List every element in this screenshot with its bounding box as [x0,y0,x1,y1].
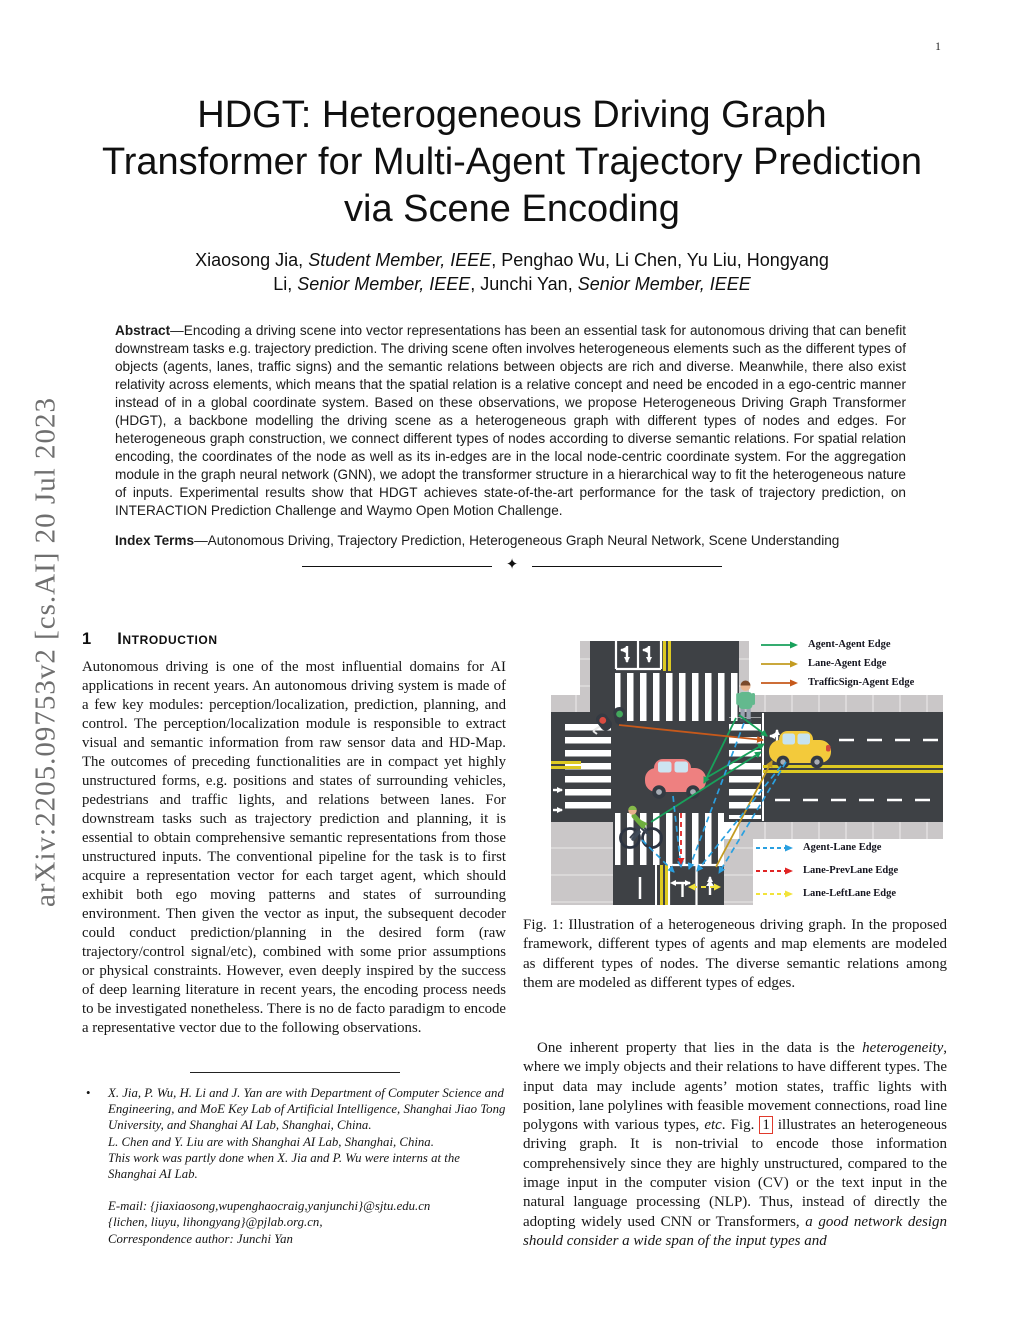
paper-title [42,92,982,233]
paragraph-text: illustrates an heterogeneous driving graph. It is non-trivial to encode those information comprehensively since they are highly unstructured, compared to the image input in the computer vision (CV) or the text input in the natural language processing (NLP). Thus, instead of directly the adopting widely used CNN or Transformers, [523,1117,947,1230]
arxiv-watermark: arXiv:2205.09753v2 [cs.AI] 20 Jul 2023 [29,396,62,908]
author-membership: Senior Member, IEEE [577,274,751,294]
legend-item-agent-agent [760,637,914,652]
introduction-paragraph: Autonomous driving is one of the most influential domains for AI applications in recent years. An autonomous driving system is made of a few key modules: perception/localization, prediction, planning, and control. The perception/localization module is responsible to extract visual and semantic information from raw sensor data and HD-Map. The outcomes of preceding functionalities are in compact yet highly unstructured forms, e.g. positions and states of surrounding vehicles, pedestrians and traffic lights, and relations between lanes. For downstream tasks such as trajectory prediction and planning, it is essential to obtain comprehensive semantic representations from those unstructured inputs. The conventional pipeline for the task is to first acquire a representation vector for each target agent, which should exhibit both ego moving patterns and states of surrounding environment. Then given the vector as input, the subsequent decoder could conduct prediction/planning in the desired form (raw trajectory/control signal/etc), combined with some prior assumptions or physical constraints. However, even deeply inspired by the success of deep learning literature in recent years, the encoding process needs to be investigated nonetheless. There is no de facto paradigm to encode a representative vector due to the following observations. [82,659,506,1036]
author-line-2 [112,272,912,296]
author-line-1 [112,248,912,272]
author-footnote [86,1085,508,1247]
footnote-lines [108,1085,508,1247]
section-title: Introduction [117,630,218,648]
abstract-label: Abstract [115,323,171,338]
legend-item-agent-lane [755,840,898,855]
divider-line-left [302,566,492,567]
blue-dashed-arrow-icon [755,843,795,853]
page-number: 1 [935,41,941,53]
legend-item-lane-prevlane [755,863,898,878]
email-line-1: E-mail: {jiaxiaosong,wupenghaocraig,yanjunchi}@sjtu.edu.cn [108,1199,431,1214]
index-terms [115,532,906,550]
paragraph-italic: heterogeneity [862,1040,944,1056]
legend-label: Lane-PrevLane Edge [803,865,899,876]
crosswalk-right [729,717,761,819]
olive-arrow-icon [760,659,800,669]
paragraph-text: One inherent property that lies in the data is the [537,1040,863,1056]
index-terms-text: —Autonomous Driving, Trajectory Prediction, Heterogeneous Graph Neural Network, Scene Understanding [194,533,840,548]
title-line-1: HDGT: Heterogeneous Driving Graph [197,94,827,136]
legend-item-lane-agent [760,656,914,671]
affiliation-1: X. Jia, P. Wu, H. Li and J. Yan are with Department of Computer Science and Engineering, and MoE Key Lab of Artificial Intelligence, Shanghai Jiao Tong University, and Shanghai AI Lab, Shanghai, China. [108,1086,506,1133]
footnote-row [86,1085,508,1247]
affiliation-3: This work was partly done when X. Jia and P. Wu were interns at the Shanghai AI Lab. [108,1150,460,1182]
author-text: Xiaosong Jia, [195,250,309,270]
index-terms-label: Index Terms [115,533,195,548]
affiliation-2: L. Chen and Y. Liu are with Shanghai AI Lab, Shanghai, China. [108,1134,434,1149]
footnote-bullet: • [86,1086,91,1100]
orange-arrow-icon [760,678,800,688]
title-line-3: via Scene Encoding [344,188,680,230]
paragraph-text: . Fig. [721,1117,760,1134]
paragraph-text: , where we imply objects and their relations to have different types. The input data may include agents’ motion states, traffic lights with position, lane polylines with feasible movement connections, road line polygons with various types, [523,1040,947,1134]
legend-item-trafficsign-agent [760,675,914,690]
abstract [115,322,906,520]
author-list [112,248,912,296]
red-dashed-arrow-icon [755,866,795,876]
section-heading [82,630,506,649]
legend-label: Lane-LeftLane Edge [803,888,897,899]
figure-legend-top [760,637,914,690]
email-line-3: Correspondence author: Junchi Yan [108,1231,293,1246]
legend-item-lane-leftlane [755,886,898,901]
figure-1-reference[interactable]: 1 [759,1116,773,1134]
abstract-text: —Encoding a driving scene into vector representations has been an essential task for autonomous driving that can benefit downstream tasks e.g. trajectory prediction. The driving scene often involves heterogeneous elements such as the different types of objects (agents, lanes, traffic signs) and the semantic relations between objects are rich and diverse. Meanwhile, there also exist relativity across elements, which means that the spatial relation is a relative concept and need be encoded in a ego-centric manner instead of in a global coordinate system. Based on these observations, we propose Heterogeneous Driving Graph Transformer (HDGT), a backbone modelling the driving scene as a heterogeneous graph with different types of nodes and edges. For heterogeneous graph construction, we connect different types of nodes according to diverse semantic relations. For spatial relation encoding, the coordinates of the node as well as its in-edges are in the local node-centric coordinate system. For the aggregation module in the graph neural network (GNN), we adopt the transformer structure in a hierarchical way to fit the heterogeneous nature of inputs. Experimental results show that HDGT achieves state-of-the-art performance for the task of trajectory prediction, on INTERACTION Prediction Challenge and Waymo Open Motion Challenge. [115,323,906,518]
legend-label: TrafficSign-Agent Edge [808,677,915,688]
right-column-paragraph [523,1039,947,1251]
legend-label: Agent-Lane Edge [803,842,882,853]
footnote-rule [190,1072,400,1073]
figure-caption: Fig. 1: Illustration of a heterogeneous driving graph. In the proposed framework, different types of agents and map elements are modeled as different types of nodes. The diverse semantic relations among them are modeled as different types of edges. [523,917,947,991]
green-arrow-icon [760,640,800,650]
title-line-2: Transformer for Multi-Agent Trajectory Prediction [101,141,923,183]
legend-label: Lane-Agent Edge [808,658,887,669]
left-column [82,630,506,1038]
diamond-ornament-icon: ✦ [505,556,519,573]
author-text: , Junchi Yan, [470,274,578,294]
figure-1 [523,633,955,915]
yellow-dashed-arrow-icon [755,889,795,899]
email-block [108,1198,508,1247]
divider-line-right [532,566,722,567]
email-line-2: {lichen, liuyu, lihongyang}@pjlab.org.cn, [108,1215,323,1230]
author-membership: Student Member, IEEE [308,250,492,270]
author-membership: Senior Member, IEEE [297,274,471,294]
author-text: , Penghao Wu, Li Chen, Yu Liu, Hongyang [491,250,829,270]
section-divider [302,558,722,574]
author-text: Li, [273,274,298,294]
section-number: 1 [82,630,92,648]
paragraph-italic: etc [704,1117,722,1134]
figure-legend-bottom [755,840,898,901]
legend-label: Agent-Agent Edge [808,639,891,650]
paragraph-italic: a good network design should consider a wide span of the input types and [523,1213,947,1249]
crosswalk-top [615,673,739,721]
